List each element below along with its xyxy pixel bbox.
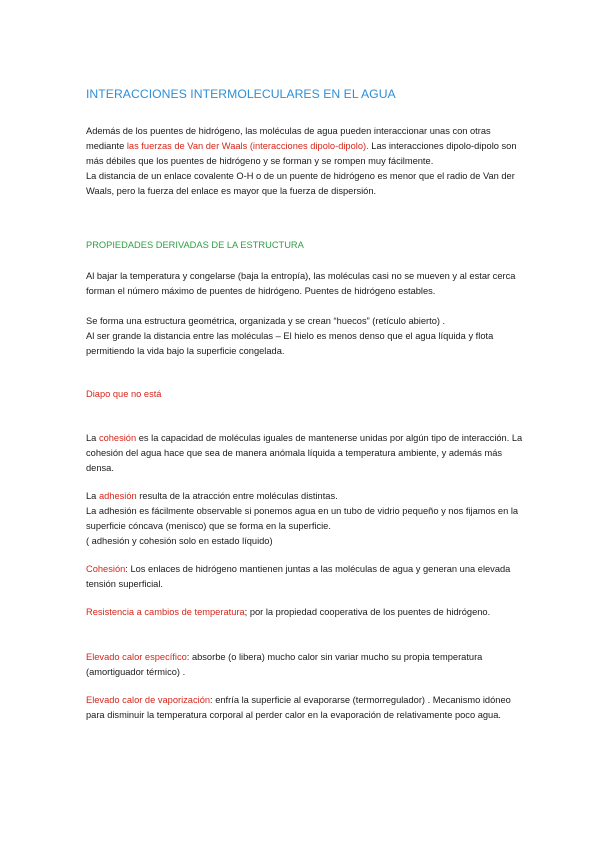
property-cohesion (86, 562, 526, 592)
structure-section (86, 269, 526, 359)
cohesion-text: es la capacidad de moléculas iguales de mantenerse unidas por algún tipo de interacción. La cohesión del agua hace que sea de manera anómala líquida a temperatura ambiente, y además más densa. (86, 433, 523, 473)
property-paragraph (86, 650, 526, 680)
adhesion-section (86, 489, 526, 549)
structure-paragraph-2: Se forma una estructura geométrica, organizada y se crean “huecos” (retículo abierto) . (86, 316, 446, 326)
property-term: Resistencia a cambios de temperatura (86, 607, 245, 617)
adhesion-note: ( adhesión y cohesión solo en estado líquido) (86, 536, 273, 546)
adhesion-term: adhesión (98, 491, 137, 501)
property-term: Elevado calor específico (86, 652, 187, 662)
property-term: Cohesión (86, 564, 126, 574)
page-title: INTERACCIONES INTERMOLECULARES EN EL AGUA (86, 87, 396, 101)
intro-paragraph-2: La distancia de un enlace covalente O-H o de un puente de hidrógeno es menor que el radio de Van der Waals, pero la fuerza del enlace es mayor que la fuerza de dispersión. (86, 171, 515, 196)
structure-paragraph-1: Al bajar la temperatura y congelarse (baja la entropía), las moléculas casi no se mueven y al estar cerca forman el número máximo de puentes de hidrógeno. Puentes de hidrógeno estables. (86, 271, 516, 296)
adhesion-example: La adhesión es fácilmente observable si ponemos agua en un tubo de vidrio pequeño y nos fijamos en la superficie cóncava (menisco) que se forma en la superficie. (86, 506, 519, 531)
diapo-note: Diapo que no está (86, 389, 162, 399)
cohesion-paragraph (86, 431, 526, 476)
intro-text-a: Además de los puentes de hidrógeno, las moléculas de agua pueden interaccionar unas con otras mediante (86, 126, 491, 151)
adhesion-pre: La (86, 491, 99, 501)
van-der-waals-highlight: las fuerzas de Van der Waals (interacciones dipolo-dipolo). (126, 141, 369, 151)
property-vaporization-heat (86, 693, 526, 723)
cohesion-pre: La (86, 433, 99, 443)
section-subtitle: PROPIEDADES DERIVADAS DE LA ESTRUCTURA (86, 240, 304, 250)
property-paragraph (86, 562, 526, 592)
adhesion-text: resulta de la atracción entre moléculas distintas. (136, 491, 338, 501)
property-text: : absorbe (o libera) mucho calor sin variar mucho su propia temperatura (amortiguador térmico) . (86, 652, 483, 677)
property-temperature-resistance (86, 605, 526, 620)
property-text: ; por la propiedad cooperativa de los puentes de hidrógeno. (244, 607, 491, 617)
intro-paragraph-1 (86, 124, 526, 169)
cohesion-section (86, 431, 526, 476)
structure-paragraph-3: Al ser grande la distancia entre las moléculas – El hielo es menos denso que el agua líquida y flota permitiendo la vida bajo la superficie congelada. (86, 331, 494, 356)
intro-text-b: Las interacciones dipolo-dipolo son más débiles que los puentes de hidrógeno y se forman y se rompen muy fácilmente. (86, 141, 517, 166)
property-paragraph (86, 693, 526, 723)
property-text: : enfría la superficie al evaporarse (termorregulador) . Mecanismo idóneo para disminuir la temperatura corporal al perder calor en la evaporación de relativamente poco agua. (86, 695, 511, 720)
property-paragraph (86, 605, 526, 620)
property-specific-heat (86, 650, 526, 680)
intro-section (86, 124, 526, 199)
property-term: Elevado calor de vaporización (86, 695, 211, 705)
adhesion-paragraph (86, 489, 526, 504)
property-text: : Los enlaces de hidrógeno mantienen juntas a las moléculas de agua y generan una elevada tensión superficial. (86, 564, 511, 589)
cohesion-term: cohesión (98, 433, 137, 443)
